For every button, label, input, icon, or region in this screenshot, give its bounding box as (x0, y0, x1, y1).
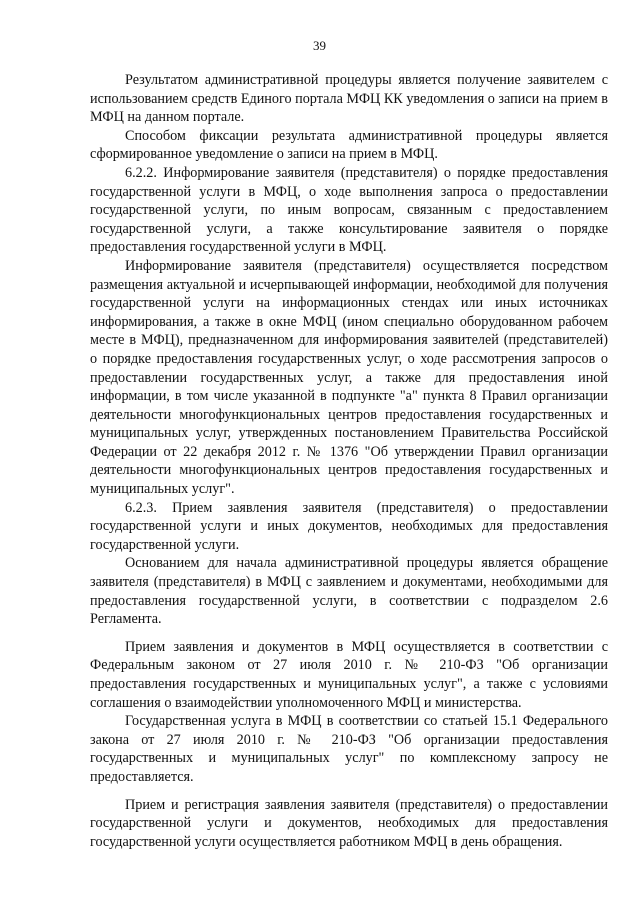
paragraph-informing: Информирование заявителя (представителя) осуществляется посредством размещения актуальной и исчерпывающей информации, необходимой для получения государственной услуги на информационных стендах или иных источниках информирования, а также в окне МФЦ (ином специально оборудованном рабочем месте в МФЦ), предназначенном для информирования заявителей (представителей) о порядке предоставления государственных услуг, о ходе рассмотрения запросов о предоставлении государственных услуг, а также для предоставления иной информации, в том числе указанной в подпункте "а" пункта 8 Правил организации деятельности многофункциональных центров предоставления государственных и муниципальных услуг, утвержденных постановлением Правительства Российской Федерации от 22 декабря 2012 г. № 1376 "Об утверждении Правил организации деятельности многофункциональных центров предоставления государственных и муниципальных услуг". (90, 257, 608, 498)
page-number: 39 (313, 38, 326, 53)
paragraph-section-6-2-2: 6.2.2. Информирование заявителя (представителя) о порядке предоставления государственной услуги в МФЦ, о ходе выполнения запроса о предоставлении государственной услуги, по иным вопросам, связанным с предоставлением государственной услуги, а также консультирование заявителя о порядке предоставления государственной услуги в МФЦ. (90, 164, 608, 256)
paragraph-acceptance: Прием заявления и документов в МФЦ осуществляется в соответствии с Федеральным законом от 27 июля 2010 г. № 210-ФЗ "Об организации предоставления государственных и муниципальных услуг", а также с условиями соглашения о взаимодействии уполномоченного МФЦ и министерства. (90, 638, 608, 711)
paragraph-result: Результатом административной процедуры является получение заявителем с использованием средств Единого портала МФЦ КК уведомления о записи на прием в МФЦ на данном портале. (90, 72, 609, 126)
document-body (90, 71, 608, 851)
paragraph-complex-request: Государственная услуга в МФЦ в соответствии со статьей 15.1 Федерального закона от 27 июля 2010 г. № 210-ФЗ "Об организации предоставления государственных и муниципальных услуг" по комплексному запросу не предоставляется. (90, 713, 608, 785)
paragraph-section-6-2-3: 6.2.3. Прием заявления заявителя (представителя) о предоставлении государственной услуги и иных документов, необходимых для предоставления государственной услуги. (90, 499, 608, 553)
paragraph-registration: Прием и регистрация заявления заявителя (представителя) о предоставлении государственной услуги и документов, необходимых для предоставления государственной услуги осуществляется работником МФЦ в день обращения. (90, 796, 608, 850)
paragraph-basis: Основанием для начала административной процедуры является обращение заявителя (представителя) в МФЦ с заявлением и документами, необходимыми для предоставления государственной услуги, в соответствии с подразделом 2.6 Регламента. (90, 555, 608, 628)
paragraph-fixation-method: Способом фиксации результата административной процедуры является сформированное уведомление о записи на прием в МФЦ. (90, 127, 608, 163)
